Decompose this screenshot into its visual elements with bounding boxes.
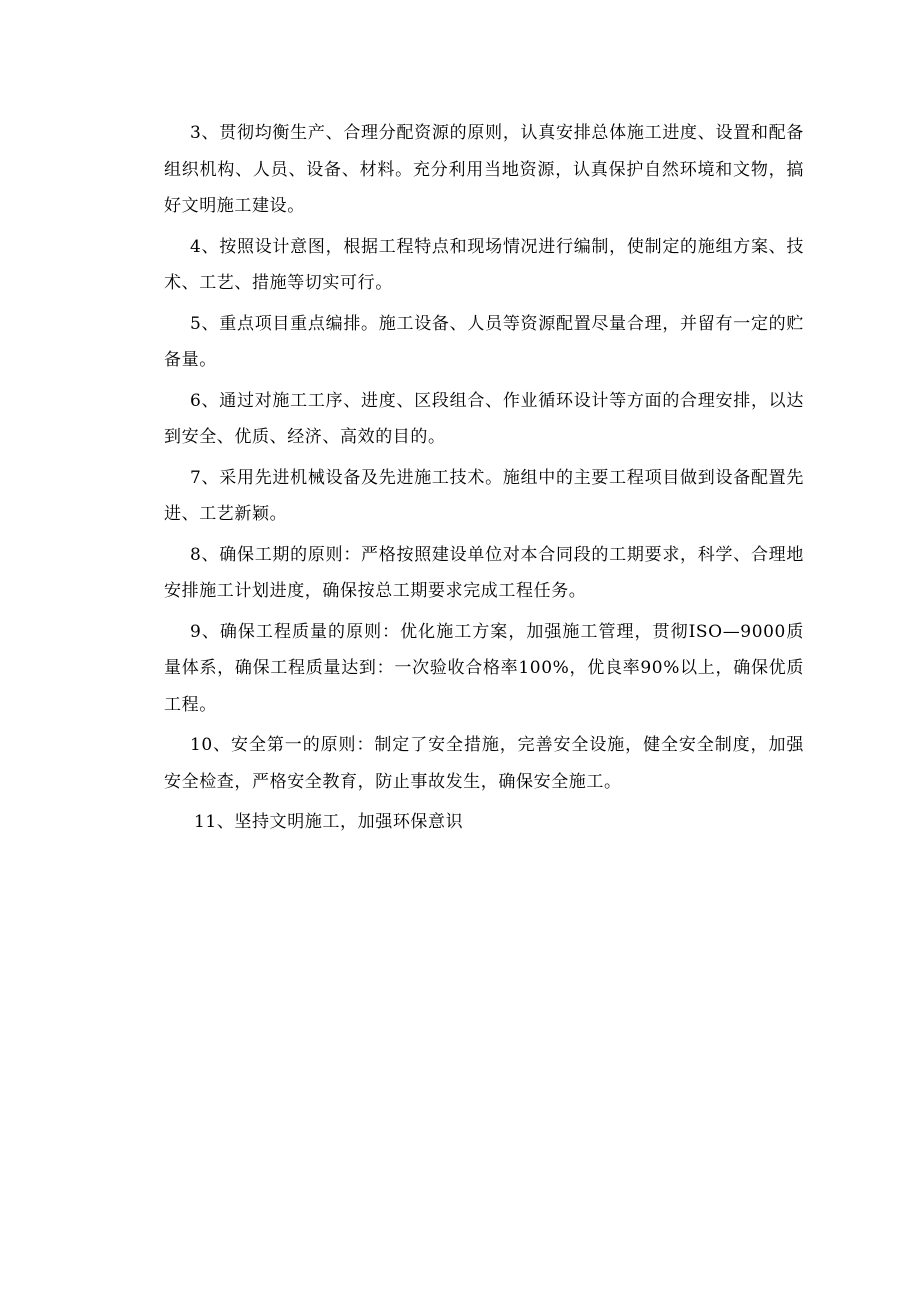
paragraph-item-8: 8、确保工期的原则：严格按照建设单位对本合同段的工期要求，科学、合理地安排施工计划进度，确保按总工期要求完成工程任务。 — [164, 544, 804, 601]
paragraph-item-7: 7、采用先进机械设备及先进施工技术。施组中的主要工程项目做到设备配置先进、工艺新颖。 — [164, 467, 804, 524]
paragraph-item-5: 5、重点项目重点编排。施工设备、人员等资源配置尽量合理，并留有一定的贮备量。 — [164, 313, 804, 370]
paragraph-item-6: 6、通过对施工工序、进度、区段组合、作业循环设计等方面的合理安排，以达到安全、优质、经济、高效的目的。 — [164, 390, 804, 447]
document-body — [164, 115, 804, 845]
paragraph-item-4: 4、按照设计意图，根据工程特点和现场情况进行编制，使制定的施组方案、技术、工艺、措施等切实可行。 — [164, 236, 804, 293]
paragraph-item-11: 11、坚持文明施工，加强环保意识 — [194, 812, 464, 832]
paragraph-item-3: 3、贯彻均衡生产、合理分配资源的原则，认真安排总体施工进度、设置和配备组织机构、人员、设备、材料。充分利用当地资源，认真保护自然环境和文物，搞好文明施工建设。 — [164, 123, 804, 216]
paragraph-item-10: 10、安全第一的原则：制定了安全措施，完善安全设施，健全安全制度，加强安全检查，严格安全教育，防止事故发生，确保安全施工。 — [164, 735, 804, 792]
paragraph-item-9: 9、确保工程质量的原则：优化施工方案，加强施工管理，贯彻ISO—9000质量体系，确保工程质量达到：一次验收合格率100%，优良率90%以上，确保优质工程。 — [164, 621, 804, 715]
